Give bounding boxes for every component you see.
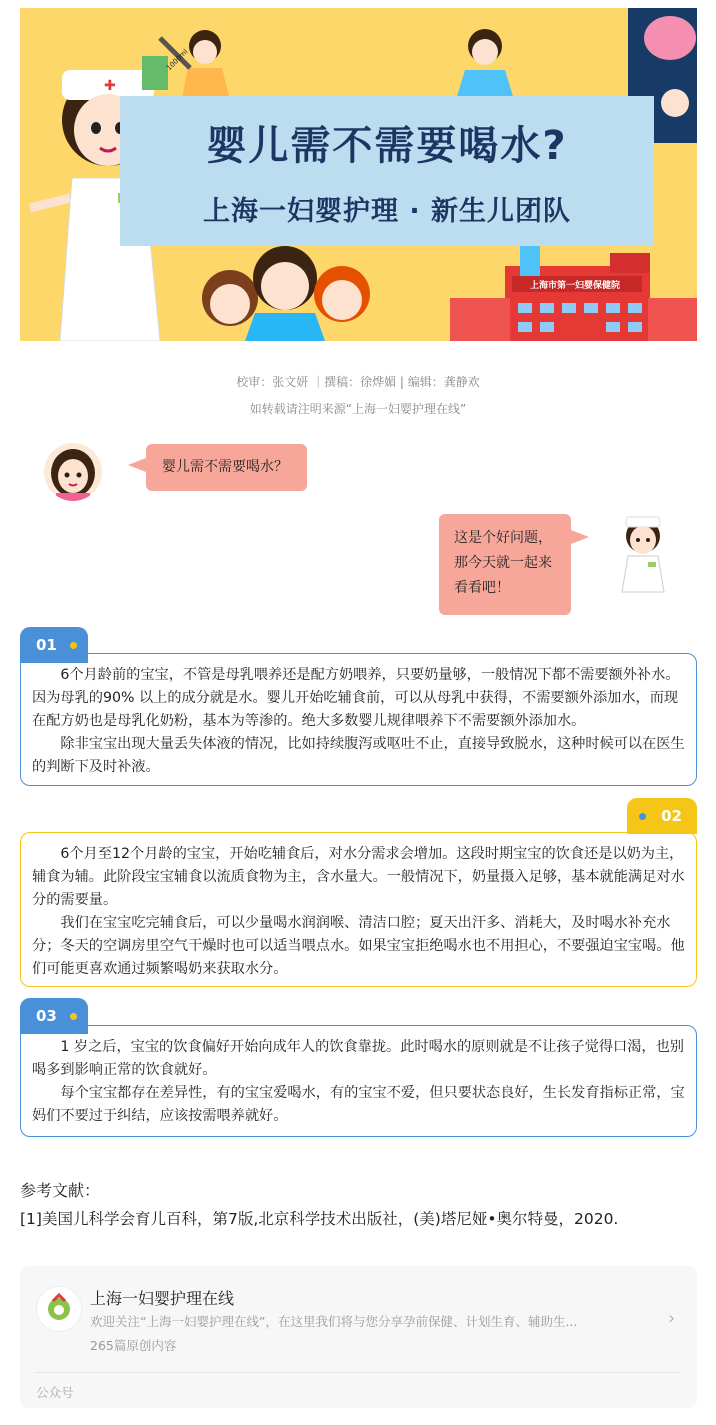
banner-title: 婴儿需不需要喝水?	[206, 123, 568, 169]
section-paragraph: 6个月龄前的宝宝，不管是母乳喂养还是配方奶喂养，只要奶量够，一般情况下都不需要额外补水。因为母乳的90% 以上的成分就是水。婴儿开始吃辅食前，可以从母乳中获得，不需要额外添加水，而现在配方奶也是母乳化奶粉，基本为等渗的。绝大多数婴儿规律喂养下不需要额外添加水。	[32, 667, 680, 729]
section-card-01	[20, 653, 697, 786]
reference-item: [1]美国儿科学会育儿百科，第7版,北京科学技术出版社，(美)塔尼娅•奥尔特曼，2020.	[20, 1210, 619, 1228]
section-number: 02	[661, 807, 682, 825]
article-count: 265篇原创内容	[90, 1338, 177, 1353]
section-card-03	[20, 1025, 697, 1137]
answer-bubble-tail	[571, 530, 589, 544]
dot-icon	[70, 642, 77, 649]
answer-line: 看看吧！	[454, 580, 510, 596]
section-paragraph: 6个月至12个月龄的宝宝，开始吃辅食后，对水分需求会增加。这段时期宝宝的饮食还是以奶为主，辅食为辅。此阶段宝宝辅食以流质食物为主，含水量大。一般情况下，奶量摄入足够，基本就能满足对水分的需要量。	[32, 846, 685, 908]
account-avatar	[36, 1286, 82, 1332]
section-paragraph: 每个宝宝都存在差异性，有的宝宝爱喝水，有的宝宝不爱，但只要状态良好，生长发育指标正常，宝妈们不要过于纠结，应该按需喂养就好。	[32, 1085, 685, 1124]
mother-avatar	[44, 443, 102, 501]
answer-bubble	[439, 514, 571, 615]
divider	[36, 1372, 681, 1373]
section-number: 03	[36, 1007, 57, 1025]
dot-icon	[639, 813, 646, 820]
answer-line: 这是个好问题，	[454, 530, 552, 546]
account-type-label: 公众号	[36, 1385, 74, 1400]
scale-label: 1000ml	[165, 47, 190, 73]
svg-text:✚: ✚	[104, 78, 116, 94]
account-name[interactable]: 上海一妇婴护理在线	[90, 1289, 235, 1308]
banner-title-box	[120, 96, 654, 246]
question-bubble: 婴儿需不需要喝水？	[146, 444, 307, 491]
account-profile-card[interactable]	[20, 1266, 697, 1408]
section-card-02	[20, 832, 697, 987]
section-paragraph: 我们在宝宝吃完辅食后，可以少量喝水润润喉、清洁口腔；夏天出汗多、消耗大，及时喝水补充水分；冬天的空调房里空气干燥时也可以适当喂点水。如果宝宝拒绝喝水也不用担心，不要强迫宝宝喝。他们可能更喜欢通过频繁喝奶来获取水分。	[32, 915, 685, 977]
question-bubble-tail	[128, 458, 146, 472]
references	[20, 1176, 710, 1234]
section-paragraph: 1 岁之后，宝宝的饮食偏好开始向成年人的饮食靠拢。此时喝水的原则就是不让孩子觉得口渴，也别喝多到影响正常的饮食就好。	[32, 1039, 684, 1078]
credits-line: 校审：张文妍 ｜撰稿：徐烨媚 | 编辑：龚静欢	[236, 375, 480, 389]
section-paragraph: 除非宝宝出现大量丢失体液的情况，比如持续腹泻或呕吐不止，直接导致脱水，这种时候可以在医生的判断下及时补液。	[32, 736, 685, 775]
section-number: 01	[36, 636, 57, 654]
hospital-sign: 上海市第一妇婴保健院	[529, 281, 620, 291]
section-tag-02	[627, 798, 697, 834]
nurse-avatar	[612, 512, 674, 594]
banner-subtitle: 上海一妇婴护理 · 新生儿团队	[202, 196, 572, 227]
references-heading: 参考文献：	[20, 1181, 101, 1200]
answer-line: 那今天就一起来	[454, 555, 552, 571]
dot-icon	[70, 1013, 77, 1020]
account-description: 欢迎关注“上海一妇婴护理在线”，在这里我们将与您分享孕前保健、计划生育、辅助生...	[90, 1314, 578, 1329]
reprint-notice: 如转载请注明来源“上海一妇婴护理在线”	[249, 402, 467, 416]
header-banner-image	[20, 8, 697, 341]
chevron-right-icon[interactable]: ›	[668, 1308, 676, 1329]
